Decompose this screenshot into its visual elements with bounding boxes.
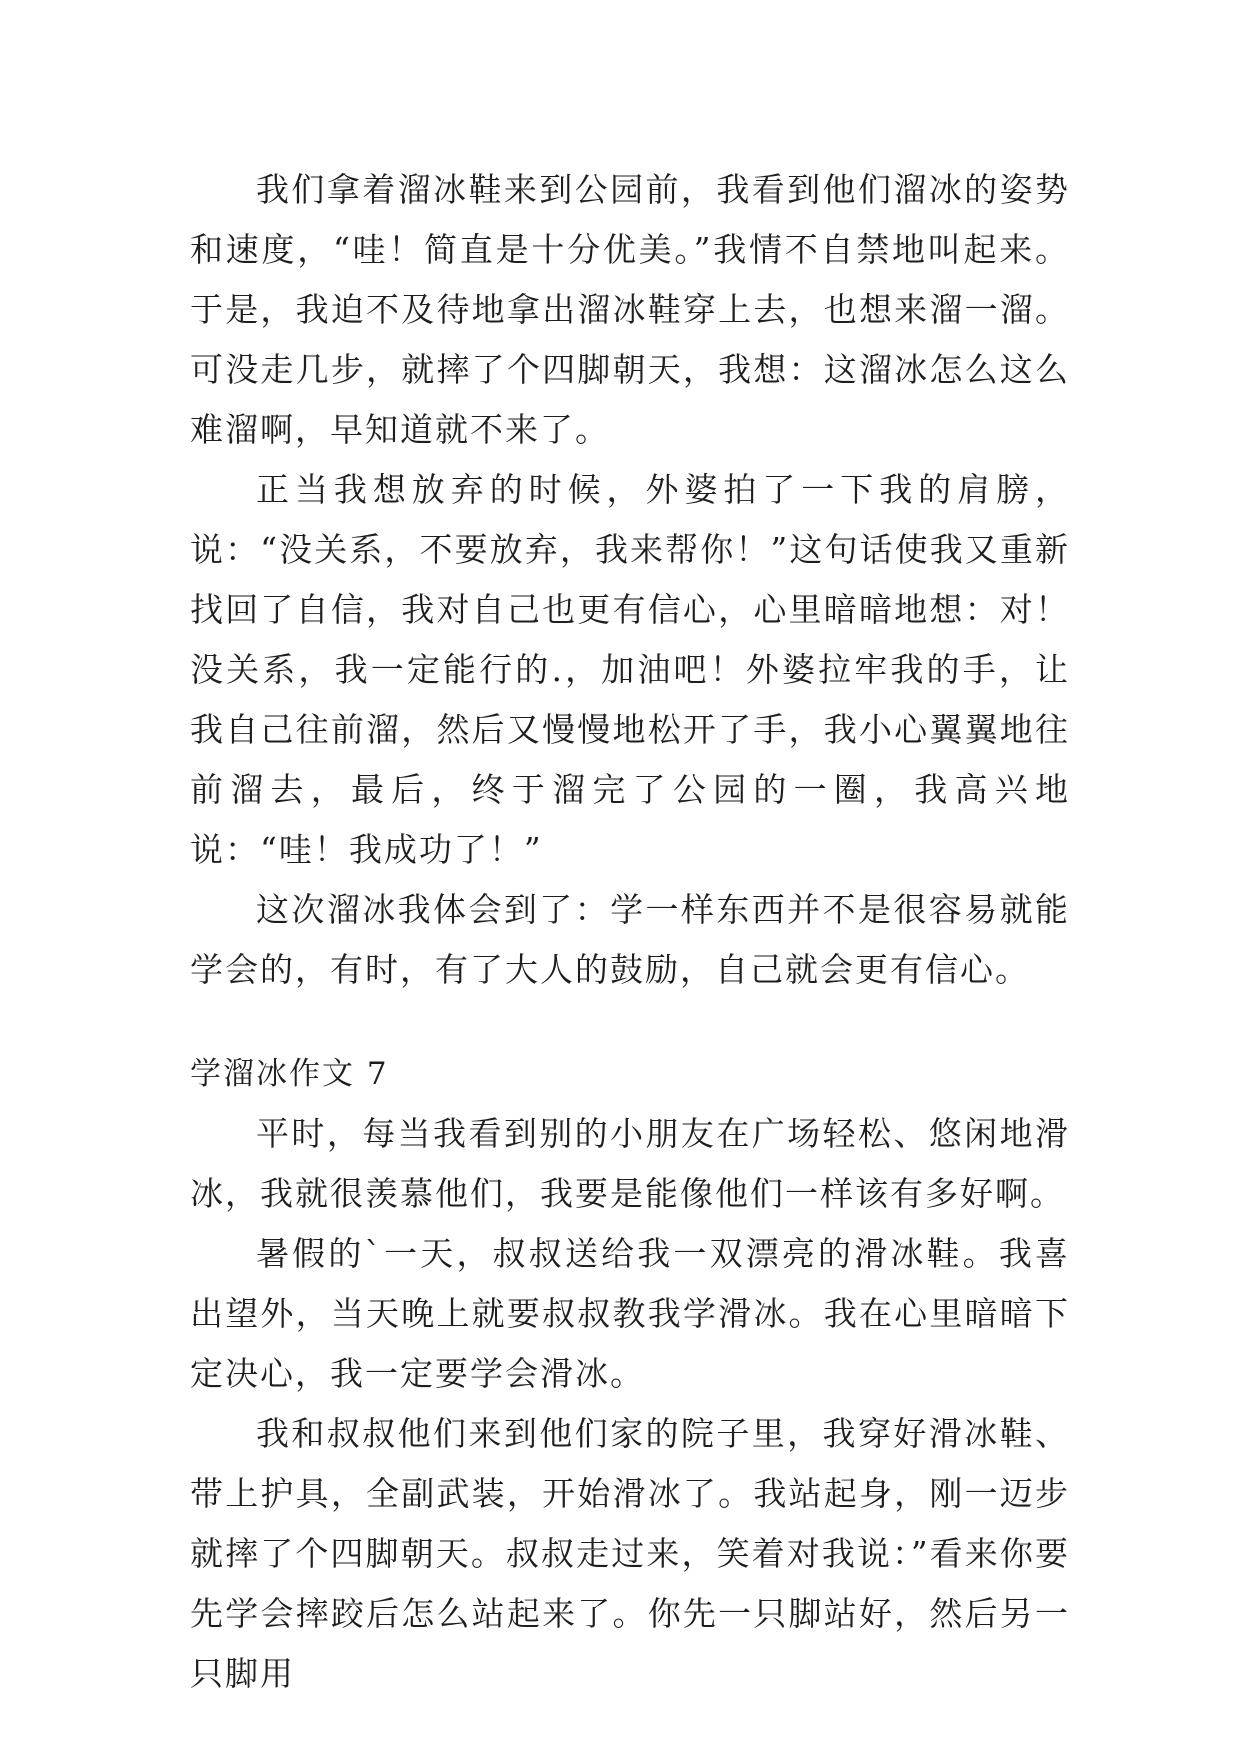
document-body [190, 160, 1070, 1704]
section-title: 学溜冰作文 7 [190, 1056, 389, 1092]
paragraph: 我和叔叔他们来到他们家的院子里，我穿好滑冰鞋、带上护具，全副武装，开始滑冰了。我站起身，刚一迈步就摔了个四脚朝天。叔叔走过来，笑着对我说：”看来你要先学会摔跤后怎么站起来了。你先一只脚站好，然后另一只脚用 [190, 1414, 1070, 1693]
paragraph: 正当我想放弃的时候，外婆拍了一下我的肩膀，说：“没关系，不要放弃，我来帮你！”这句话使我又重新找回了自信，我对自己也更有信心，心里暗暗地想：对！没关系，我一定能行的.，加油吧！外婆拉牢我的手，让我自己往前溜，然后又慢慢地松开了手，我小心翼翼地往前溜去，最后，终于溜完了公园的一圈，我高兴地说：“哇！我成功了！” [190, 470, 1070, 869]
paragraph: 暑假的`一天，叔叔送给我一双漂亮的滑冰鞋。我喜出望外，当天晚上就要叔叔教我学滑冰。我在心里暗暗下定决心，我一定要学会滑冰。 [190, 1234, 1070, 1393]
paragraph: 这次溜冰我体会到了：学一样东西并不是很容易就能学会的，有时，有了大人的鼓励，自己就会更有信心。 [190, 890, 1070, 989]
paragraph: 我们拿着溜冰鞋来到公园前，我看到他们溜冰的姿势和速度，“哇！简直是十分优美。”我情不自禁地叫起来。于是，我迫不及待地拿出溜冰鞋穿上去，也想来溜一溜。可没走几步，就摔了个四脚朝天，我想：这溜冰怎么这么难溜啊，早知道就不来了。 [190, 170, 1070, 449]
paragraph: 平时，每当我看到别的小朋友在广场轻松、悠闲地滑冰，我就很羡慕他们，我要是能像他们一样该有多好啊。 [190, 1114, 1070, 1213]
